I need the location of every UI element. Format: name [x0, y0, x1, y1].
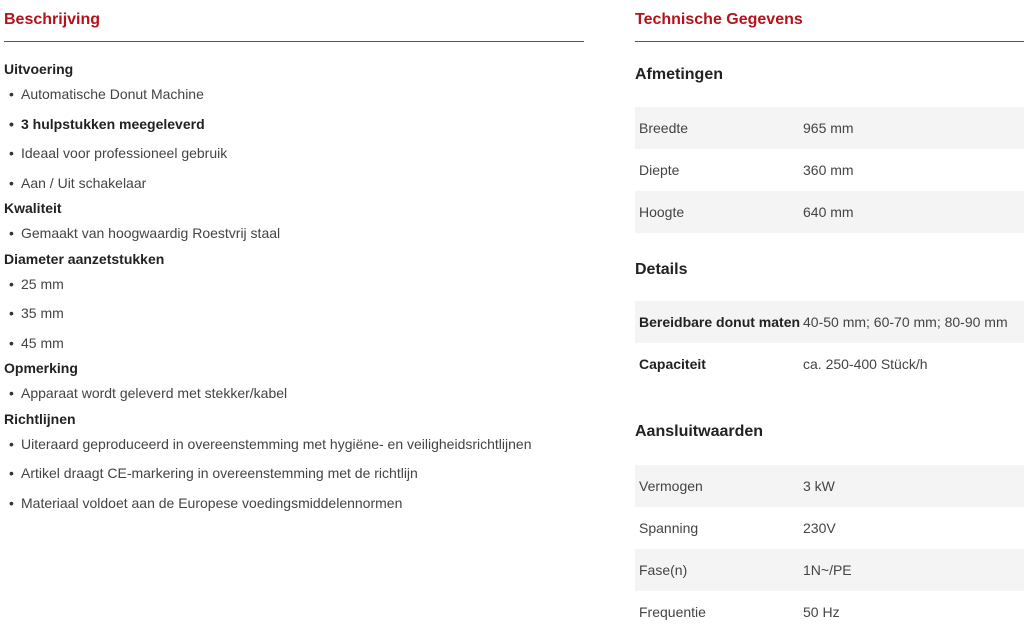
description-panel — [4, 0, 584, 518]
group-heading-uitvoering: Uitvoering — [4, 61, 74, 77]
details-heading: Details — [635, 261, 688, 278]
description-body — [4, 42, 584, 518]
spec-value: 360 mm — [803, 162, 854, 178]
spec-label: Spanning — [639, 520, 699, 536]
technical-title: Technische Gegevens — [635, 0, 1024, 42]
list-item: • Materiaal voldoet aan de Europese voedingsmiddelennormen — [4, 489, 584, 519]
spec-value: 1N~/PE — [799, 549, 1024, 591]
uitvoering-list — [4, 80, 584, 198]
table-row — [635, 343, 1024, 385]
list-item: • 25 mm — [4, 270, 584, 300]
list-item: • Aan / Uit schakelaar — [4, 169, 584, 199]
spec-value: 230V — [803, 520, 836, 536]
table-row — [635, 591, 1024, 633]
group-heading-kwaliteit: Kwaliteit — [4, 200, 62, 216]
list-item: • Uiteraard geproduceerd in overeenstemming met hygiëne- en veiligheidsrichtlijnen — [4, 430, 584, 460]
list-item: • Ideaal voor professioneel gebruik — [4, 139, 584, 169]
afmetingen-heading: Afmetingen — [635, 66, 723, 83]
spec-label: Hoogte — [635, 191, 799, 233]
spec-value: ca. 250-400 Stück/h — [803, 356, 928, 372]
afmetingen-table — [635, 107, 1024, 233]
richtlijnen-list — [4, 430, 584, 519]
group-heading-richtlijnen: Richtlijnen — [4, 410, 76, 427]
spec-value: 640 mm — [799, 191, 1024, 233]
list-item: • Artikel draagt CE-markering in overeenstemming met de richtlijn — [4, 459, 584, 489]
description-title: Beschrijving — [4, 0, 584, 42]
list-item: • 3 hulpstukken meegeleverd — [4, 110, 584, 140]
list-item: • 35 mm — [4, 299, 584, 329]
opmerking-list — [4, 379, 584, 409]
list-item: • Apparaat wordt geleverd met stekker/kabel — [4, 379, 584, 409]
table-row — [635, 107, 1024, 149]
spec-label: Fase(n) — [635, 549, 799, 591]
aansluitwaarden-table — [635, 465, 1024, 633]
table-row — [635, 149, 1024, 191]
spec-value: 965 mm — [799, 107, 1024, 149]
group-heading-opmerking: Opmerking — [4, 360, 78, 376]
table-row — [635, 507, 1024, 549]
group-heading-diameter: Diameter aanzetstukken — [4, 250, 165, 267]
spec-label: Frequentie — [639, 604, 706, 620]
diameter-list — [4, 270, 584, 359]
list-item: • Gemaakt van hoogwaardig Roestvrij staal — [4, 219, 584, 249]
table-row — [635, 191, 1024, 233]
table-row — [635, 549, 1024, 591]
spec-value: 3 kW — [799, 465, 1024, 507]
spec-label: Capaciteit — [639, 356, 706, 372]
spec-value: 50 Hz — [803, 604, 840, 620]
table-row — [635, 301, 1024, 343]
kwaliteit-list — [4, 219, 584, 249]
details-table — [635, 301, 1024, 385]
spec-value: 40-50 mm; 60-70 mm; 80-90 mm — [799, 301, 1024, 343]
technical-panel — [635, 0, 1024, 633]
spec-label: Breedte — [635, 107, 799, 149]
list-item: • 45 mm — [4, 329, 584, 359]
aansluitwaarden-heading: Aansluitwaarden — [635, 423, 764, 440]
spec-label: Vermogen — [635, 465, 799, 507]
spec-label: Diepte — [639, 162, 680, 178]
spec-label: Bereidbare donut maten — [635, 301, 799, 343]
table-row — [635, 465, 1024, 507]
list-item: • Automatische Donut Machine — [4, 80, 584, 110]
